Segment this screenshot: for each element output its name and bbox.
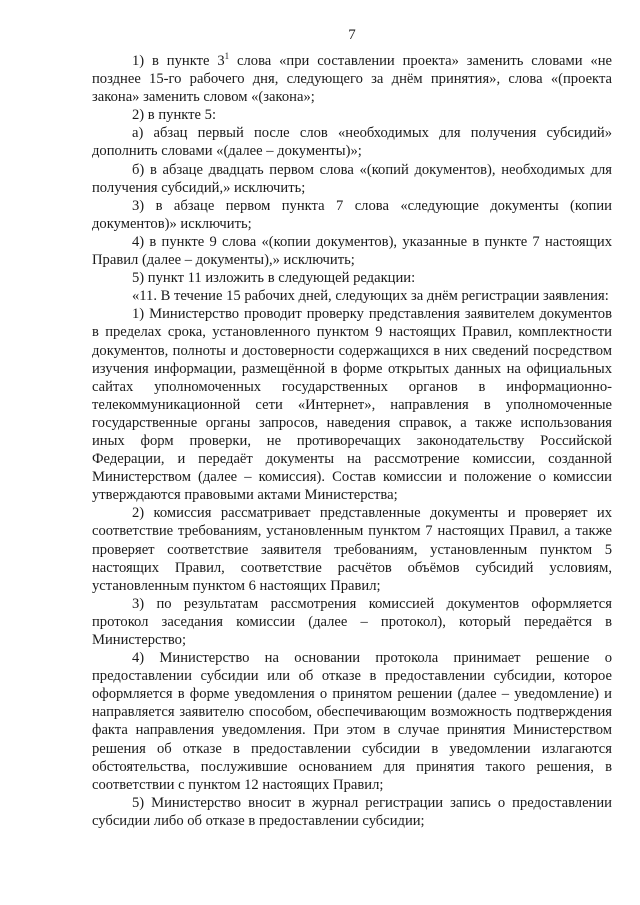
paragraph-point-11-sub-2: 2) комиссия рассматривает представленные документы и проверяет их соответствие требованиям, установленным пунктом 7 настоящих Правил, а также проверяет соответствие заявителя требованиям, установленным пунктом 5 настоящих Правил, соответствие расчётов объёмов субсидий условиям, установленным пунктом 6 настоящих Правил; xyxy=(92,505,612,594)
paragraph-point-11-sub-4: 4) Министерство на основании протокола принимает решение о предоставлении субсидии или об отказе в предоставлении субсидии, которое оформляется в форме уведомления о принятом решении (далее – уведомление) и направляется заявителю способом, обеспечивающим возможность подтверждения факта направления уведомления. При этом в случае принятия Министерством решения об отказе в предоставлении субсидии в уведомлении излагаются обстоятельства, послужившие основанием для принятия такого решения, в соответствии с пунктом 12 настоящих Правил; xyxy=(92,650,612,793)
page-number: 7 xyxy=(348,27,356,43)
paragraph-item-3: 3) в абзаце первом пункта 7 слова «следующие документы (копии документов)» исключить; xyxy=(92,197,612,232)
paragraph-item-4: 4) в пункте 9 слова «(копии документов), указанные в пункте 7 настоящих Правил (далее – документы),» исключить; xyxy=(92,233,612,269)
item-1-text-end: слова «при составлении проекта» заменить словами «не позднее 15-го рабочего дня, следующего за днём принятия», слова «(проекта закона» заменить словом «(закона»; xyxy=(92,53,612,106)
paragraph-item-2b: б) в абзаце двадцать первом слова «(копий документов), необходимых для получения субсидий,» исключить; xyxy=(92,161,612,196)
paragraph-item-1 xyxy=(92,52,612,106)
paragraph-item-5: 5) пункт 11 изложить в следующей редакции: xyxy=(132,270,416,287)
paragraph-point-11-sub-5: 5) Министерство вносит в журнал регистрации запись о предоставлении субсидии либо об отказе в предоставлении субсидии; xyxy=(92,794,612,829)
paragraph-point-11-sub-3: 3) по результатам рассмотрения комиссией документов оформляется протокол заседания комиссии (далее – протокол), который передаётся в Министерство; xyxy=(92,595,612,648)
item-1-text-start: 1) в пункте 3 xyxy=(132,53,225,69)
paragraph-point-11-sub-1: 1) Министерство проводит проверку представления заявителем документов в пределах срока, установленного пунктом 9 настоящих Правил, комплектности документов, полноты и достоверности содержащихся в них сведений посредством изучения информации, размещённой в форме открытых данных на официальных сайтах уполномоченных государственных органов в информационно-телекоммуникационной сети «Интернет», направления в уполномоченные государственные органы запросов, наведения справок, а также использования иных форм проверки, не противоречащих законодательству Российской Федерации, и передаёт документы на рассмотрение комиссии, созданной Министерством (далее – комиссия). Состав комиссии и положение о комиссии утверждаются правовыми актами Министерства; xyxy=(92,306,612,504)
item-1-superscript: 1 xyxy=(224,51,230,62)
paragraph-point-11-intro: «11. В течение 15 рабочих дней, следующих за днём регистрации заявления: xyxy=(132,288,609,305)
paragraph-item-2: 2) в пункте 5: xyxy=(132,107,217,124)
paragraph-item-2a: а) абзац первый после слов «необходимых для получения субсидий» дополнить словами «(далее – документы)»; xyxy=(92,125,612,160)
